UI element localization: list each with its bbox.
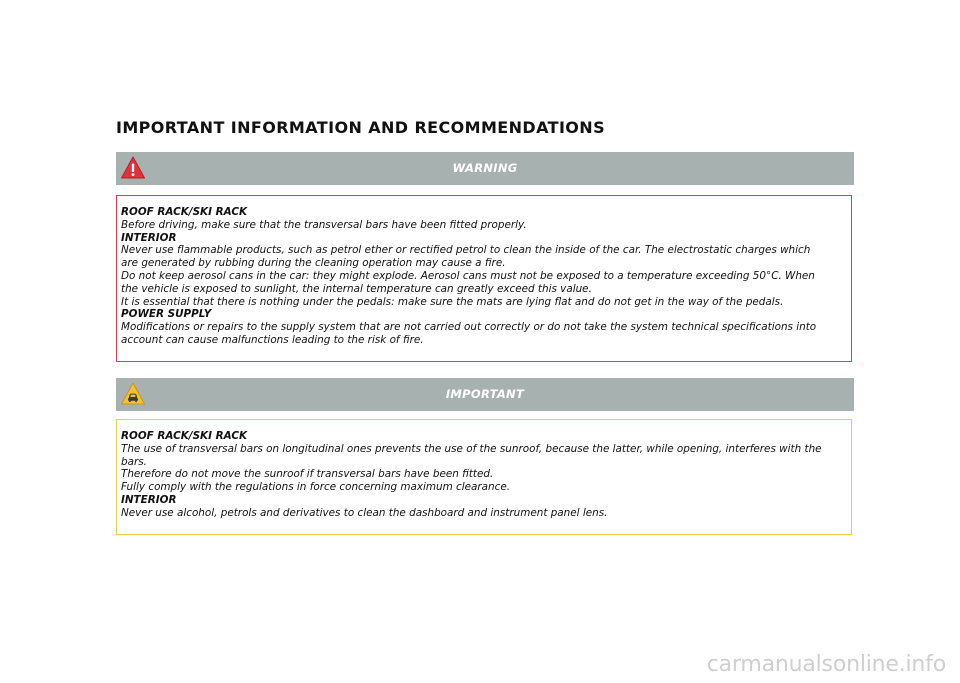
warning-line: INTERIOR bbox=[121, 231, 177, 244]
important-line: Therefore do not move the sunroof if transversal bars have been fitted. bbox=[121, 468, 494, 481]
important-line: INTERIOR bbox=[121, 493, 177, 506]
important-line: Never use alcohol, petrols and derivatives to clean the dashboard and instrument panel lens. bbox=[121, 506, 608, 519]
important-line: bars. bbox=[121, 455, 147, 468]
warning-banner bbox=[116, 152, 854, 185]
watermark: carmanualsonline.info bbox=[706, 652, 946, 677]
warning-line: account can cause malfunctions leading to the risk of fire. bbox=[121, 333, 424, 346]
warning-line: POWER SUPPLY bbox=[121, 308, 212, 321]
important-line: Fully comply with the regulations in force concerning maximum clearance. bbox=[121, 481, 511, 494]
warning-box bbox=[116, 195, 852, 362]
warning-line: It is essential that there is nothing under the pedals: make sure the mats are lying flat and do not get in the way of the pedals. bbox=[121, 295, 784, 308]
warning-line: Before driving, make sure that the transversal bars have been fitted properly. bbox=[121, 218, 527, 231]
warning-line: Never use flammable products, such as petrol ether or rectified petrol to clean the inside of the car. The electrostatic charges which bbox=[121, 244, 811, 257]
warning-line: ROOF RACK/SKI RACK bbox=[121, 206, 247, 218]
warning-label: WARNING bbox=[452, 161, 518, 175]
warning-line: Modifications or repairs to the supply system that are not carried out correctly or do not take the system technical specifications into bbox=[121, 321, 817, 334]
important-box bbox=[116, 419, 852, 535]
warning-line: are generated by rubbing during the cleaning operation may cause a fire. bbox=[121, 257, 506, 270]
important-label: IMPORTANT bbox=[445, 387, 525, 401]
warning-line: the vehicle is exposed to sunlight, the internal temperature can greatly exceed this value. bbox=[121, 282, 592, 295]
important-line: ROOF RACK/SKI RACK bbox=[121, 430, 247, 442]
important-banner bbox=[116, 378, 854, 411]
warning-line: Do not keep aerosol cans in the car: they might explode. Aerosol cans must not be exposed to a temperature exceeding 50°C. When bbox=[121, 269, 815, 282]
important-line: The use of transversal bars on longitudinal ones prevents the use of the sunroof, because the latter, while opening, interferes with the bbox=[121, 442, 822, 455]
page-title: IMPORTANT INFORMATION AND RECOMMENDATIONS bbox=[116, 118, 606, 137]
